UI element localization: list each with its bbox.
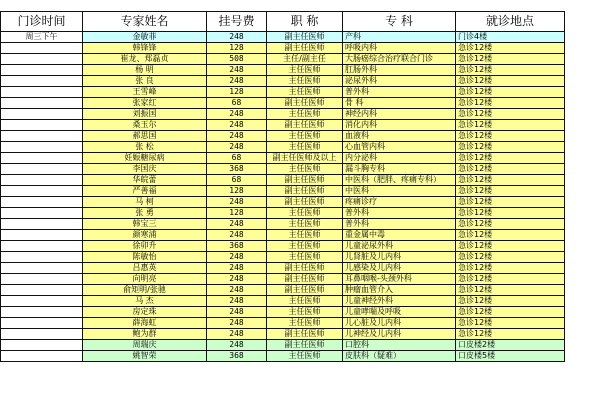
- cell-registration-fee[interactable]: 368: [207, 241, 267, 252]
- cell-job-title[interactable]: 副主任医师: [267, 186, 343, 197]
- cell-location[interactable]: 急诊12楼: [456, 186, 565, 197]
- cell-clinic-time[interactable]: [1, 175, 83, 186]
- cell-location[interactable]: 急诊12楼: [456, 175, 565, 186]
- cell-location[interactable]: 急诊12楼: [456, 252, 565, 263]
- cell-registration-fee[interactable]: 68: [207, 175, 267, 186]
- header-clinic-time[interactable]: 门诊时间: [1, 12, 83, 32]
- cell-doctor-name[interactable]: 韩宝三: [83, 219, 207, 230]
- cell-location[interactable]: 急诊12楼: [456, 274, 565, 285]
- cell-doctor-name[interactable]: 郝思国: [83, 131, 207, 142]
- cell-doctor-name[interactable]: 刘振国: [83, 109, 207, 120]
- cell-doctor-name[interactable]: 崔龙、郑磊贞: [83, 54, 207, 65]
- table-header: [1, 12, 565, 32]
- cell-registration-fee[interactable]: 248: [207, 120, 267, 131]
- table-row: [1, 175, 565, 186]
- cell-specialty[interactable]: 消化内科: [343, 120, 456, 131]
- cell-doctor-name[interactable]: 房定珠: [83, 307, 207, 318]
- cell-specialty[interactable]: 普外科: [343, 208, 456, 219]
- cell-job-title[interactable]: 主任/副主任: [267, 54, 343, 65]
- cell-doctor-name[interactable]: 华皖蕾: [83, 175, 207, 186]
- cell-specialty[interactable]: 中医科（肥胖、疼痛专科）: [343, 175, 456, 186]
- cell-location[interactable]: 口皮楼5楼: [456, 351, 565, 362]
- cell-registration-fee[interactable]: 128: [207, 43, 267, 54]
- cell-specialty[interactable]: 泌尿外科: [343, 76, 456, 87]
- table-row: [1, 98, 565, 109]
- cell-registration-fee[interactable]: 128: [207, 186, 267, 197]
- cell-location[interactable]: 急诊12楼: [456, 109, 565, 120]
- cell-doctor-name[interactable]: 薛海虹: [83, 318, 207, 329]
- cell-specialty[interactable]: 心血管内科: [343, 142, 456, 153]
- cell-clinic-time[interactable]: [1, 142, 83, 153]
- cell-job-title[interactable]: 副主任医师: [267, 274, 343, 285]
- cell-location[interactable]: 急诊12楼: [456, 153, 565, 164]
- cell-clinic-time[interactable]: 周三下午: [1, 32, 83, 43]
- cell-registration-fee[interactable]: 248: [207, 230, 267, 241]
- header-registration-fee[interactable]: 挂号费: [207, 12, 267, 32]
- cell-registration-fee[interactable]: 128: [207, 208, 267, 219]
- cell-doctor-name[interactable]: 妊娠糖尿病: [83, 153, 207, 164]
- cell-clinic-time[interactable]: [1, 219, 83, 230]
- table-row: [1, 65, 565, 76]
- cell-doctor-name[interactable]: 张家红: [83, 98, 207, 109]
- table-row: [1, 318, 565, 329]
- cell-specialty[interactable]: 疼痛诊疗: [343, 197, 456, 208]
- cell-clinic-time[interactable]: [1, 329, 83, 340]
- table-row: [1, 142, 565, 153]
- cell-doctor-name[interactable]: 韩锋锋: [83, 43, 207, 54]
- cell-doctor-name[interactable]: 鲍为群: [83, 329, 207, 340]
- cell-specialty[interactable]: 神经内科: [343, 109, 456, 120]
- cell-location[interactable]: 急诊12楼: [456, 263, 565, 274]
- cell-registration-fee[interactable]: 248: [207, 219, 267, 230]
- header-specialty[interactable]: 专 科: [343, 12, 456, 32]
- cell-job-title[interactable]: 主任医师: [267, 131, 343, 142]
- cell-clinic-time[interactable]: [1, 186, 83, 197]
- cell-doctor-name[interactable]: 马 柯: [83, 197, 207, 208]
- cell-job-title[interactable]: 主任医师: [267, 307, 343, 318]
- cell-clinic-time[interactable]: [1, 285, 83, 296]
- cell-job-title[interactable]: 主任医师: [267, 318, 343, 329]
- cell-doctor-name[interactable]: 张 勇: [83, 208, 207, 219]
- cell-registration-fee[interactable]: 248: [207, 263, 267, 274]
- cell-specialty[interactable]: 儿神经及儿内科: [343, 329, 456, 340]
- cell-location[interactable]: 急诊12楼: [456, 329, 565, 340]
- cell-job-title[interactable]: 主任医师: [267, 109, 343, 120]
- table-row: [1, 131, 565, 142]
- cell-doctor-name[interactable]: 徐卯升: [83, 241, 207, 252]
- cell-clinic-time[interactable]: [1, 296, 83, 307]
- cell-job-title[interactable]: 副主任医师: [267, 120, 343, 131]
- cell-doctor-name[interactable]: 张 良: [83, 76, 207, 87]
- cell-specialty[interactable]: 儿童哮喘及呼吸: [343, 307, 456, 318]
- cell-specialty[interactable]: 儿心脏及儿内科: [343, 318, 456, 329]
- cell-location[interactable]: 急诊12楼: [456, 285, 565, 296]
- cell-clinic-time[interactable]: [1, 131, 83, 142]
- cell-clinic-time[interactable]: [1, 274, 83, 285]
- cell-location[interactable]: 急诊12楼: [456, 307, 565, 318]
- table-row: [1, 340, 565, 351]
- cell-job-title[interactable]: 副主任医师: [267, 340, 343, 351]
- table-row: [1, 307, 565, 318]
- cell-doctor-name[interactable]: 姚智荣: [83, 351, 207, 362]
- cell-location[interactable]: 门诊4楼: [456, 32, 565, 43]
- cell-location[interactable]: 急诊12楼: [456, 219, 565, 230]
- table-row: [1, 208, 565, 219]
- table-row: [1, 329, 565, 340]
- cell-location[interactable]: 急诊12楼: [456, 318, 565, 329]
- header-location[interactable]: 就诊地点: [456, 12, 565, 32]
- cell-doctor-name[interactable]: 吕惠英: [83, 263, 207, 274]
- cell-specialty[interactable]: 儿童神经外科: [343, 296, 456, 307]
- cell-location[interactable]: 急诊12楼: [456, 43, 565, 54]
- cell-location[interactable]: 急诊12楼: [456, 54, 565, 65]
- cell-registration-fee[interactable]: 248: [207, 296, 267, 307]
- cell-doctor-name[interactable]: 李国庆: [83, 164, 207, 175]
- cell-location[interactable]: 急诊12楼: [456, 131, 565, 142]
- table-row: [1, 351, 565, 362]
- cell-specialty[interactable]: 肿瘤血管介入: [343, 285, 456, 296]
- cell-clinic-time[interactable]: [1, 109, 83, 120]
- cell-job-title[interactable]: 副主任医师: [267, 329, 343, 340]
- cell-clinic-time[interactable]: [1, 76, 83, 87]
- cell-specialty[interactable]: 漏斗胸专科: [343, 164, 456, 175]
- cell-job-title[interactable]: 副主任医师: [267, 263, 343, 274]
- header-doctor-name[interactable]: 专家姓名: [83, 12, 207, 32]
- cell-location[interactable]: 口皮楼2楼: [456, 340, 565, 351]
- cell-job-title[interactable]: 副主任医师: [267, 175, 343, 186]
- cell-registration-fee[interactable]: 248: [207, 274, 267, 285]
- cell-location[interactable]: 急诊12楼: [456, 76, 565, 87]
- table-row: [1, 186, 565, 197]
- cell-job-title[interactable]: 副主任医师: [267, 197, 343, 208]
- cell-doctor-name[interactable]: 金敏菲: [83, 32, 207, 43]
- cell-clinic-time[interactable]: [1, 252, 83, 263]
- table-row: [1, 252, 565, 263]
- cell-clinic-time[interactable]: [1, 351, 83, 362]
- cell-job-title[interactable]: 主任医师: [267, 351, 343, 362]
- cell-location[interactable]: 急诊12楼: [456, 296, 565, 307]
- cell-doctor-name[interactable]: 桑玉尔: [83, 120, 207, 131]
- cell-registration-fee[interactable]: 368: [207, 164, 267, 175]
- table-row: [1, 219, 565, 230]
- cell-clinic-time[interactable]: [1, 318, 83, 329]
- cell-specialty[interactable]: 儿童泌尿外科: [343, 241, 456, 252]
- cell-registration-fee[interactable]: 248: [207, 307, 267, 318]
- header-job-title[interactable]: 职 称: [267, 12, 343, 32]
- cell-job-title[interactable]: 主任医师: [267, 230, 343, 241]
- cell-location[interactable]: 急诊12楼: [456, 87, 565, 98]
- cell-clinic-time[interactable]: [1, 54, 83, 65]
- cell-doctor-name[interactable]: 杨 明: [83, 65, 207, 76]
- table-row: [1, 164, 565, 175]
- cell-specialty[interactable]: 内分泌科: [343, 153, 456, 164]
- cell-specialty[interactable]: 血液科: [343, 131, 456, 142]
- cell-registration-fee[interactable]: 68: [207, 153, 267, 164]
- cell-job-title[interactable]: 主任医师: [267, 219, 343, 230]
- cell-doctor-name[interactable]: 严善福: [83, 186, 207, 197]
- cell-clinic-time[interactable]: [1, 230, 83, 241]
- cell-specialty[interactable]: 中医科: [343, 186, 456, 197]
- cell-clinic-time[interactable]: [1, 65, 83, 76]
- cell-clinic-time[interactable]: [1, 208, 83, 219]
- cell-location[interactable]: 急诊12楼: [456, 98, 565, 109]
- cell-location[interactable]: 急诊12楼: [456, 142, 565, 153]
- cell-registration-fee[interactable]: 508: [207, 54, 267, 65]
- cell-registration-fee[interactable]: 368: [207, 351, 267, 362]
- cell-job-title[interactable]: 主任医师: [267, 76, 343, 87]
- cell-job-title[interactable]: 主任医师: [267, 208, 343, 219]
- cell-registration-fee[interactable]: 248: [207, 65, 267, 76]
- table-body: [1, 32, 565, 362]
- cell-location[interactable]: 急诊12楼: [456, 65, 565, 76]
- cell-specialty[interactable]: 普外科: [343, 87, 456, 98]
- cell-specialty[interactable]: 骨 科: [343, 98, 456, 109]
- cell-specialty[interactable]: 肛肠外科: [343, 65, 456, 76]
- cell-location[interactable]: 急诊12楼: [456, 208, 565, 219]
- table-row: [1, 285, 565, 296]
- table-row: [1, 43, 565, 54]
- cell-registration-fee[interactable]: 248: [207, 318, 267, 329]
- cell-job-title[interactable]: 副主任医师: [267, 98, 343, 109]
- table-row: [1, 197, 565, 208]
- cell-specialty[interactable]: 产科: [343, 32, 456, 43]
- cell-registration-fee[interactable]: 248: [207, 131, 267, 142]
- cell-clinic-time[interactable]: [1, 153, 83, 164]
- cell-specialty[interactable]: 儿肾脏及儿内科: [343, 252, 456, 263]
- cell-doctor-name[interactable]: 王雪峰: [83, 87, 207, 98]
- cell-specialty[interactable]: 重金属中毒: [343, 230, 456, 241]
- cell-registration-fee[interactable]: 248: [207, 252, 267, 263]
- table-row: [1, 296, 565, 307]
- table-row: [1, 76, 565, 87]
- table-row: [1, 109, 565, 120]
- table-row: [1, 263, 565, 274]
- table-row: [1, 241, 565, 252]
- cell-location[interactable]: 急诊12楼: [456, 164, 565, 175]
- cell-registration-fee[interactable]: 68: [207, 98, 267, 109]
- cell-specialty[interactable]: 呼吸内科: [343, 43, 456, 54]
- cell-job-title[interactable]: 副主任医师: [267, 32, 343, 43]
- cell-clinic-time[interactable]: [1, 263, 83, 274]
- cell-clinic-time[interactable]: [1, 43, 83, 54]
- cell-registration-fee[interactable]: 248: [207, 340, 267, 351]
- cell-job-title[interactable]: 主任医师: [267, 87, 343, 98]
- cell-doctor-name[interactable]: 向明亮: [83, 274, 207, 285]
- cell-registration-fee[interactable]: 128: [207, 87, 267, 98]
- cell-clinic-time[interactable]: [1, 307, 83, 318]
- cell-doctor-name[interactable]: 马 杰: [83, 296, 207, 307]
- cell-doctor-name[interactable]: 俞矩明/张驰: [83, 285, 207, 296]
- cell-doctor-name[interactable]: 颜寒浦: [83, 230, 207, 241]
- cell-job-title[interactable]: 主任医师: [267, 241, 343, 252]
- cell-specialty[interactable]: 皮肤科（疑难）: [343, 351, 456, 362]
- table-row: [1, 32, 565, 43]
- table-row: [1, 230, 565, 241]
- table-row: [1, 120, 565, 131]
- cell-job-title[interactable]: 主任医师: [267, 65, 343, 76]
- cell-job-title[interactable]: 主任医师: [267, 296, 343, 307]
- cell-registration-fee[interactable]: 248: [207, 197, 267, 208]
- cell-registration-fee[interactable]: 248: [207, 285, 267, 296]
- cell-specialty[interactable]: 普外科: [343, 219, 456, 230]
- cell-clinic-time[interactable]: [1, 340, 83, 351]
- cell-job-title[interactable]: 主任医师: [267, 252, 343, 263]
- table-row: [1, 54, 565, 65]
- cell-registration-fee[interactable]: 248: [207, 142, 267, 153]
- table-row: [1, 87, 565, 98]
- cell-clinic-time[interactable]: [1, 241, 83, 252]
- cell-registration-fee[interactable]: 248: [207, 109, 267, 120]
- cell-doctor-name[interactable]: 张 松: [83, 142, 207, 153]
- cell-doctor-name[interactable]: 周瑞庆: [83, 340, 207, 351]
- cell-job-title[interactable]: 主任医师: [267, 164, 343, 175]
- cell-job-title[interactable]: 副主任医师及以上: [267, 153, 343, 164]
- cell-registration-fee[interactable]: 248: [207, 32, 267, 43]
- cell-specialty[interactable]: 耳鼻咽喉-头颈外科: [343, 274, 456, 285]
- cell-registration-fee[interactable]: 248: [207, 76, 267, 87]
- cell-location[interactable]: 急诊12楼: [456, 241, 565, 252]
- table-row: [1, 274, 565, 285]
- cell-clinic-time[interactable]: [1, 197, 83, 208]
- cell-clinic-time[interactable]: [1, 164, 83, 175]
- cell-job-title[interactable]: 主任医师: [267, 142, 343, 153]
- table-row: [1, 153, 565, 164]
- cell-clinic-time[interactable]: [1, 98, 83, 109]
- clinic-schedule-table: [0, 11, 565, 362]
- cell-location[interactable]: 急诊12楼: [456, 120, 565, 131]
- cell-clinic-time[interactable]: [1, 120, 83, 131]
- cell-specialty[interactable]: 口腔科: [343, 340, 456, 351]
- header-row: [1, 12, 565, 32]
- cell-clinic-time[interactable]: [1, 87, 83, 98]
- cell-specialty[interactable]: 儿感染及儿内科: [343, 263, 456, 274]
- cell-location[interactable]: 急诊12楼: [456, 197, 565, 208]
- cell-location[interactable]: 急诊12楼: [456, 230, 565, 241]
- cell-specialty[interactable]: 大肠癌综合治疗联合门诊: [343, 54, 456, 65]
- cell-job-title[interactable]: 副主任医师: [267, 43, 343, 54]
- cell-registration-fee[interactable]: 248: [207, 329, 267, 340]
- cell-doctor-name[interactable]: 陈敏怡: [83, 252, 207, 263]
- cell-job-title[interactable]: 副主任医师: [267, 285, 343, 296]
